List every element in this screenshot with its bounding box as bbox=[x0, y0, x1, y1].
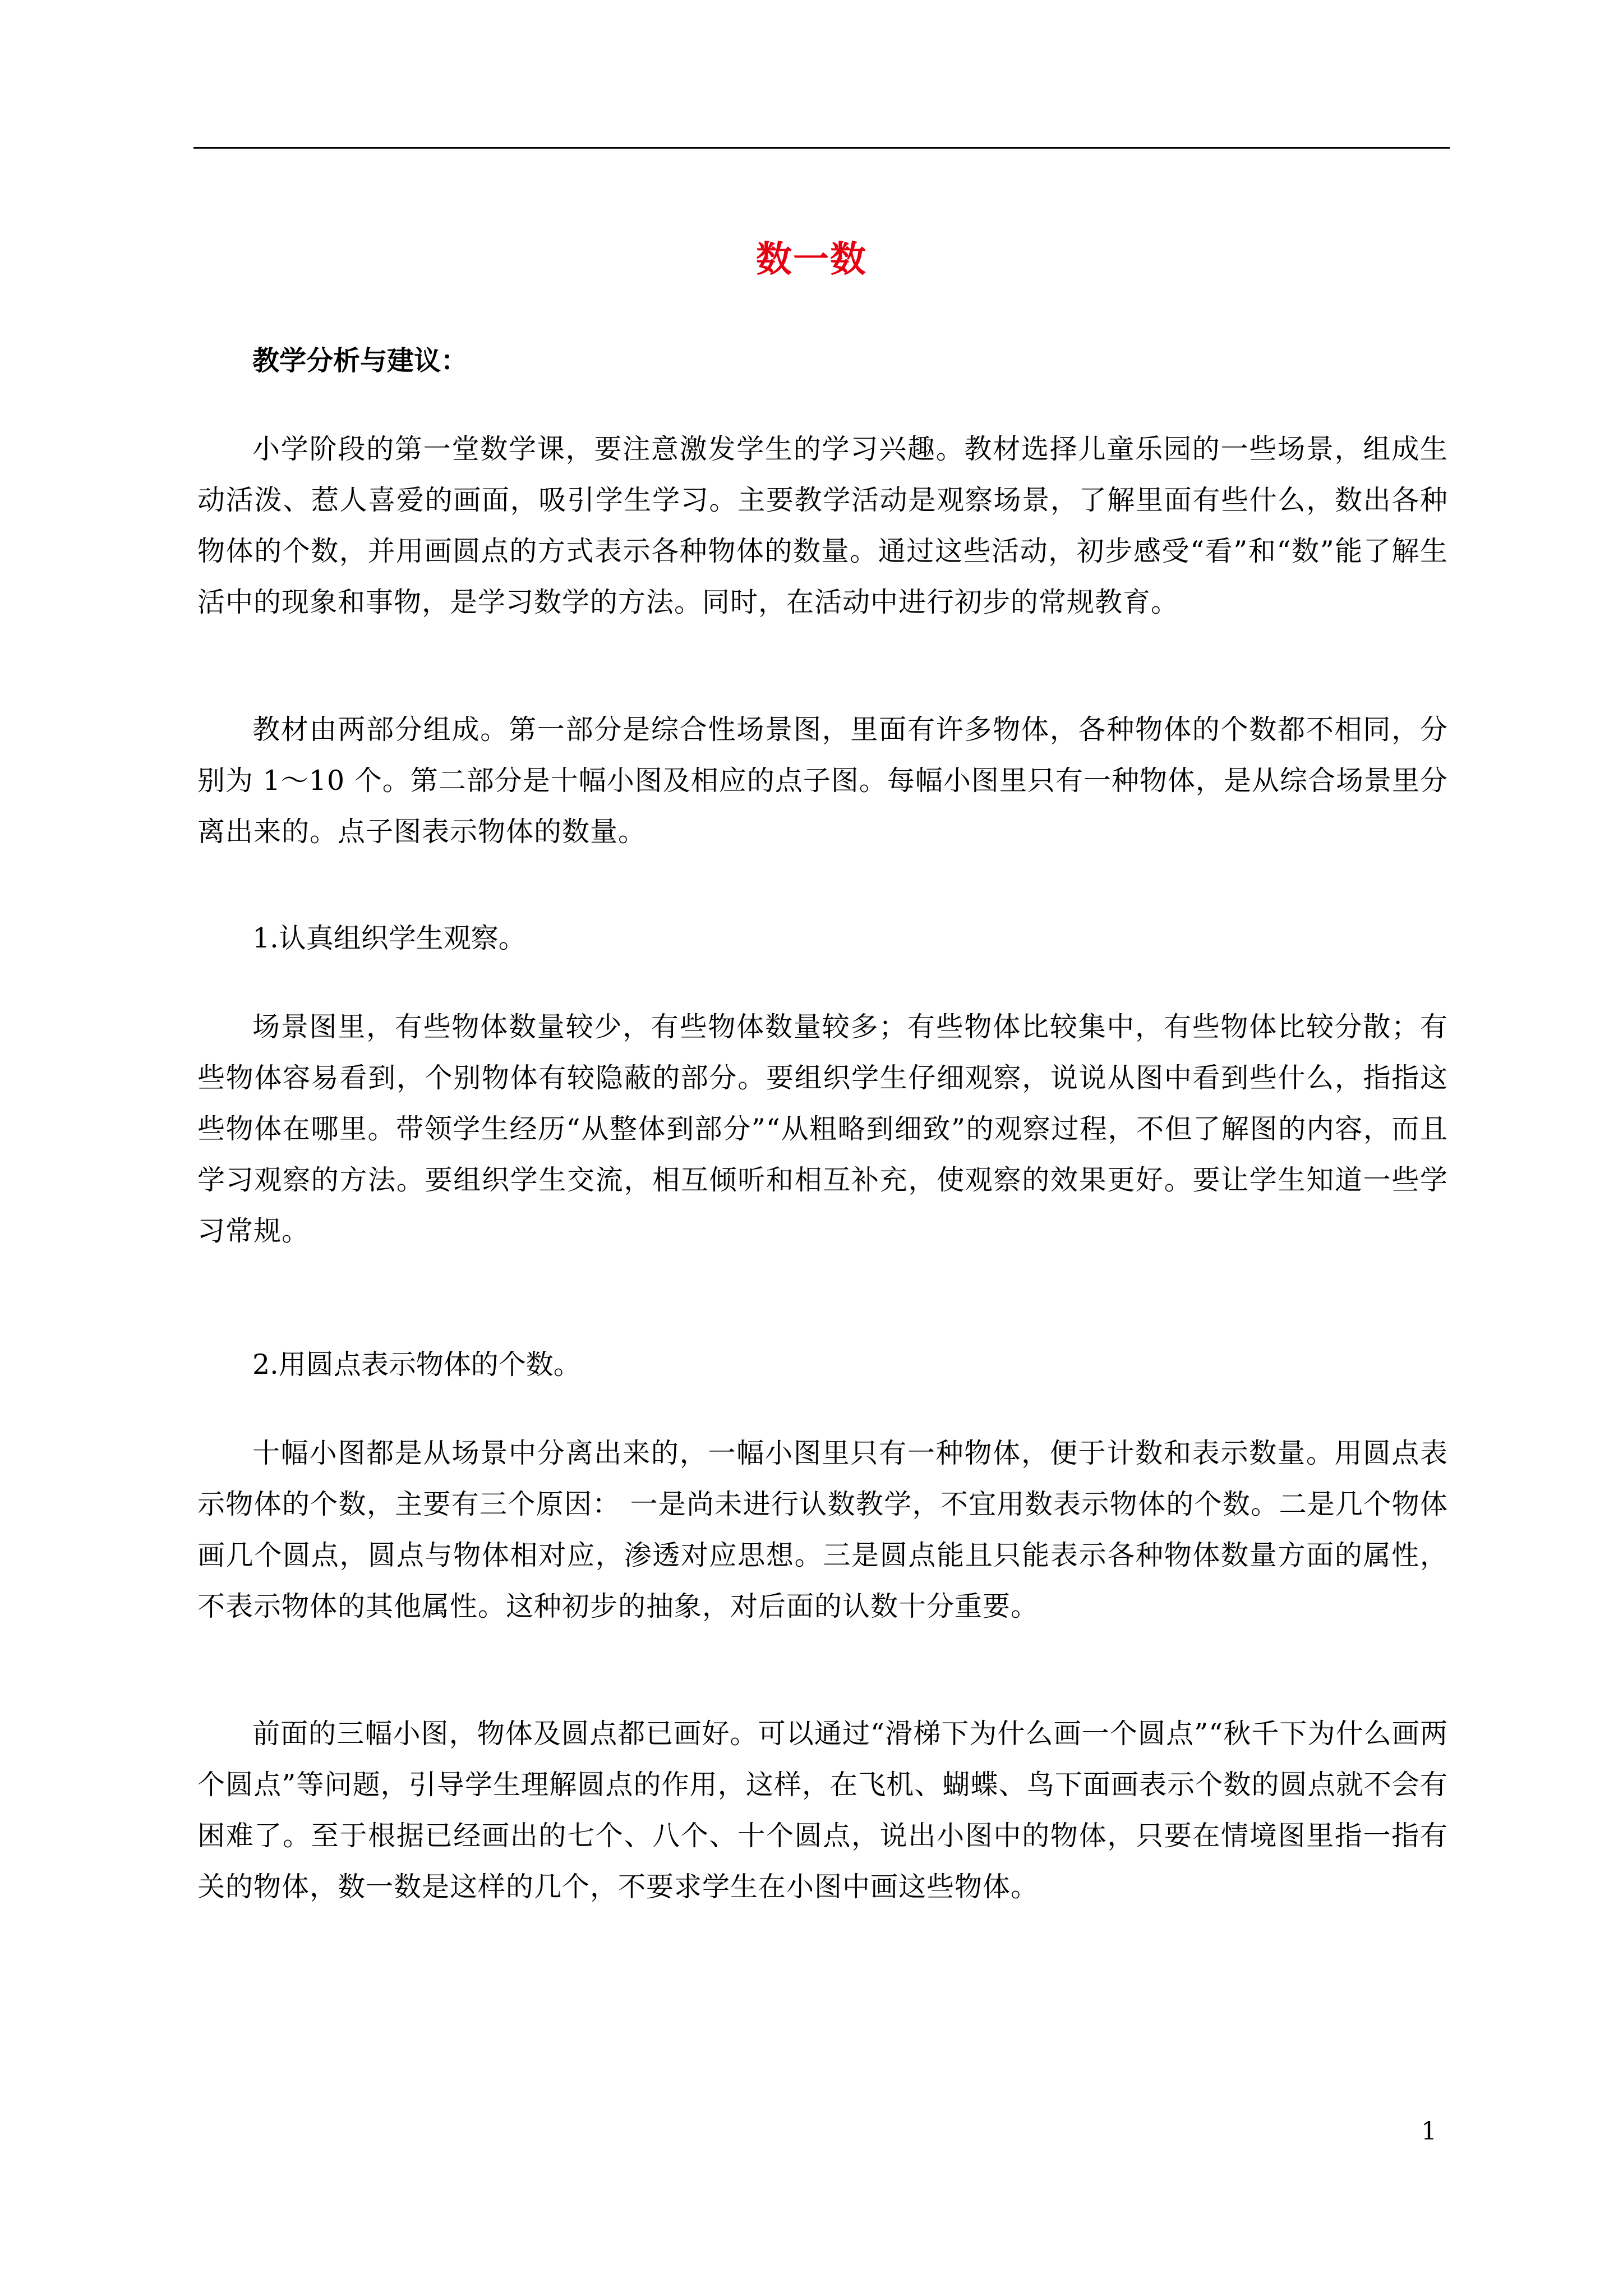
paragraph-textbook-structure: 教材由两部分组成。第一部分是综合性场景图，里面有许多物体，各种物体的个数都不相同，分别为 1～10 个。第二部分是十幅小图及相应的点子图。每幅小图里只有一种物体，是从综合场景里分离出来的。点子图表示物体的数量。 bbox=[197, 714, 1448, 848]
paragraph-dots: 十幅小图都是从场景中分离出来的，一幅小图里只有一种物体，便于计数和表示数量。用圆点表示物体的个数，主要有三个原因： 一是尚未进行认数教学，不宜用数表示物体的个数。二是几个物体画几个圆点，圆点与物体相对应，渗透对应思想。三是圆点能且只能表示各种物体数量方面的属性，不表示物体的其他属性。这种初步的抽象，对后面的认数十分重要。 bbox=[197, 1437, 1448, 1622]
list-item-observe: 1.认真组织学生观察。 bbox=[252, 922, 526, 954]
list-item-dots: 2.用圆点表示物体的个数。 bbox=[252, 1349, 581, 1381]
header-rule bbox=[193, 147, 1450, 149]
page-title: 数一数 bbox=[756, 238, 867, 280]
paragraph-observation: 场景图里，有些物体数量较少，有些物体数量较多；有些物体比较集中，有些物体比较分散；有些物体容易看到，个别物体有较隐蔽的部分。要组织学生仔细观察，说说从图中看到些什么，指指这些物体在哪里。带领学生经历“从整体到部分”“从粗略到细致”的观察过程，不但了解图的内容，而且学习观察的方法。要组织学生交流，相互倾听和相互补充，使观察的效果更好。要让学生知道一些学习常规。 bbox=[197, 1011, 1448, 1247]
paragraph-intro: 小学阶段的第一堂数学课，要注意激发学生的学习兴趣。教材选择儿童乐园的一些场景，组成生动活泼、惹人喜爱的画面，吸引学生学习。主要教学活动是观察场景，了解里面有些什么，数出各种物体的个数，并用画圆点的方式表示各种物体的数量。通过这些活动，初步感受“看”和“数”能了解生活中的现象和事物，是学习数学的方法。同时，在活动中进行初步的常规教育。 bbox=[197, 433, 1448, 618]
section-heading: 教学分析与建议： bbox=[252, 345, 468, 376]
page-number: 1 bbox=[1421, 2117, 1437, 2146]
paragraph-small-pictures: 前面的三幅小图，物体及圆点都已画好。可以通过“滑梯下为什么画一个圆点”“秋千下为什么画两个圆点”等问题，引导学生理解圆点的作用，这样，在飞机、蝴蝶、鸟下面画表示个数的圆点就不会有困难了。至于根据已经画出的七个、八个、十个圆点，说出小图中的物体，只要在情境图里指一指有关的物体，数一数是这样的几个，不要求学生在小图中画这些物体。 bbox=[197, 1718, 1448, 1903]
